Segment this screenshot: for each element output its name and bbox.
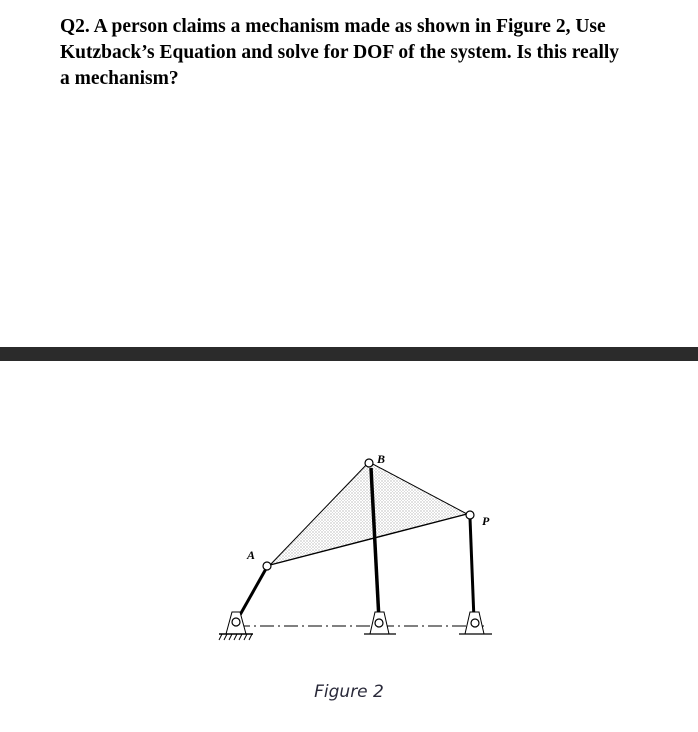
question-text [60,14,660,92]
divider-bar [0,347,698,361]
joint-p [466,511,474,519]
right-link [470,518,474,620]
joint-a [263,562,271,570]
ground-support-right [459,612,492,634]
label-a: A [247,548,256,562]
ground-support-middle [364,612,396,634]
joint-b [365,459,373,467]
label-p: P [482,514,490,528]
coupler-triangle [270,462,467,565]
question-line-2: Kutzback’s Equation and solve for DOF of the system. Is this really [60,42,620,63]
question-line-1: Q2. A person claims a mechanism made as shown in Figure 2, Use [60,16,606,37]
question-line-3: a mechanism? [60,68,179,89]
label-b: B [377,452,386,466]
figure-caption: Figure 2 [314,682,384,702]
mechanism-figure [0,361,698,732]
